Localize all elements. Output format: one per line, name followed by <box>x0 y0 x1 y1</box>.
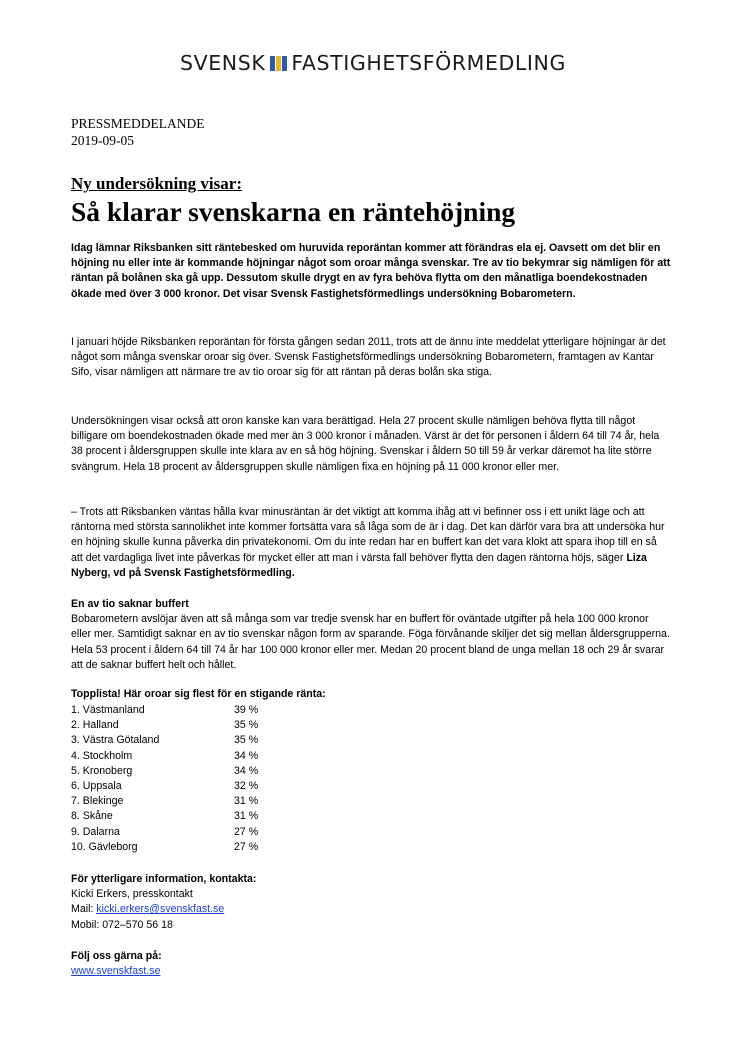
list-item <box>71 779 671 794</box>
toplist-title: Topplista! Här oroar sig flest för en stigande ränta: <box>71 688 326 700</box>
region-name: 4. Stockholm <box>71 749 133 762</box>
company-logo <box>0 51 746 75</box>
contact-name: Kicki Erkers, presskontakt <box>71 888 193 901</box>
quote-text: – Trots att Riksbanken väntas hålla kvar minusräntan är det viktigt att komma ihåg att vi befinner oss i ett unikt läge och att räntorna med största sannolikhet inte kommer fortsätta vara så låga som de är i dag. Det kan därför vara bra att undersöka hur en höjning skulle kunna påverka din privatekonomi. Om du inte redan har en buffert kan det vara klokt att spara ihop till en så att det vardagliga livet inte påverkas för mycket eller att man i värsta fall behöver flytta den dagen räntorna höjs, säger <box>71 506 665 564</box>
mail-label: Mail: <box>71 903 97 916</box>
region-name: 3. Västra Götaland <box>71 734 160 747</box>
region-name: 5. Kronoberg <box>71 764 133 777</box>
region-value: 27 % <box>234 840 259 853</box>
region-value: 34 % <box>234 749 259 762</box>
follow-section <box>71 949 671 979</box>
logo-text-left: SVENSK <box>180 51 266 75</box>
region-value: 32 % <box>234 779 259 792</box>
list-item <box>71 840 671 855</box>
page-title: Så klarar svenskarna en räntehöjning <box>71 196 516 227</box>
list-item <box>71 764 671 779</box>
region-name: 6. Uppsala <box>71 779 122 792</box>
contact-mail <box>71 902 671 917</box>
region-name: 10. Gävleborg <box>71 840 138 853</box>
buffer-heading: En av tio saknar buffert <box>71 598 189 610</box>
contact-phone: Mobil: 072–570 56 18 <box>71 918 173 931</box>
email-link[interactable]: kicki.erkers@svenskfast.se <box>96 903 225 916</box>
list-item <box>71 718 671 733</box>
region-name: 7. Blekinge <box>71 795 124 808</box>
list-item <box>71 703 671 718</box>
contact-section <box>71 872 671 933</box>
website-link[interactable]: www.svenskfast.se <box>71 965 161 978</box>
toplist <box>71 703 671 855</box>
region-value: 34 % <box>234 764 259 777</box>
document-type: PRESSMEDDELANDE <box>71 116 205 131</box>
region-name: 2. Halland <box>71 719 119 732</box>
region-value: 39 % <box>234 704 259 716</box>
kicker: Ny undersökning visar: <box>71 174 242 193</box>
list-item <box>71 809 671 824</box>
logo-text-right: FASTIGHETSFÖRMEDLING <box>291 51 566 75</box>
body-paragraph-1: I januari höjde Riksbanken reporäntan för första gången sedan 2011, trots att de ännu inte meddelat ytterligare höjningar är det något som många svenskar oroar sig över. Svensk Fastighetsförmedlings undersökning Bobarometern, framtagen av Kantar Sifo, visar nämligen att närmare tre av tio oroar sig för att räntan på deras bolån ska stiga. <box>71 336 666 379</box>
document-date: 2019-09-05 <box>71 133 134 148</box>
region-value: 31 % <box>234 795 259 808</box>
region-value: 35 % <box>234 734 259 747</box>
lead-paragraph: Idag lämnar Riksbanken sitt räntebesked om huruvida reporäntan kommer att förändras ela ej. Oavsett om det blir en höjning nu eller inte är kommande höjningar något som oroar många svenskar. Tre av tio bekymrar sig nämligen för att räntan på bolånen ska gå upp. Dessutom skulle drygt en av fyra behöva flytta om den månatliga boendekostnaden ökade med över 3 000 kronor. Det visar Svensk Fastighetsförmedlings undersökning Bobarometern. <box>71 242 671 300</box>
region-name: 1. Västmanland <box>71 704 145 716</box>
press-header <box>71 115 671 149</box>
quote-attribution: Liza Nyberg, vd på Svensk Fastighetsförmedling. <box>71 551 647 579</box>
body-paragraph-2: Undersökningen visar också att oron kanske kan vara berättigad. Hela 27 procent skulle nämligen behöva flytta till något billigare om boendekostnaden ökade med mer än 3 000 kronor i månaden. Värst är det för personen i åldern 64 till 74 år, hela 38 procent i åldersgruppen skulle inte klara av en så hög höjning. Svenskar i åldern 50 till 59 år verkar däremot ha lite större svängrum. Hela 18 procent av åldersgruppen skulle nämligen fixa en höjning på 11 000 kronor eller mer. <box>71 415 660 473</box>
region-value: 27 % <box>234 825 259 838</box>
body-paragraph-3 <box>71 505 671 581</box>
list-item <box>71 749 671 764</box>
list-item <box>71 733 671 748</box>
follow-heading: Följ oss gärna på: <box>71 950 162 962</box>
flag-icon <box>270 56 287 71</box>
region-name: 9. Dalarna <box>71 825 120 838</box>
region-value: 35 % <box>234 719 259 732</box>
contact-heading: För ytterligare information, kontakta: <box>71 873 257 885</box>
buffer-section <box>71 597 671 673</box>
list-item <box>71 794 671 809</box>
buffer-paragraph: Bobarometern avslöjar även att så många som var tredje svensk har en buffert för oväntade utgifter på hela 100 000 kronor eller mer. Samtidigt saknar en av tio svenskar någon form av sparande. Föga förvånande skiljer det sig mellan åldersgrupperna. Hela 53 procent i åldern 64 till 74 år har 100 000 kronor eller mer. Medan 20 procent bland de unga mellan 18 och 29 år svarar att de saknar buffert helt och hållet. <box>71 613 670 671</box>
list-item <box>71 825 671 840</box>
region-name: 8. Skåne <box>71 810 113 823</box>
region-value: 31 % <box>234 810 259 823</box>
